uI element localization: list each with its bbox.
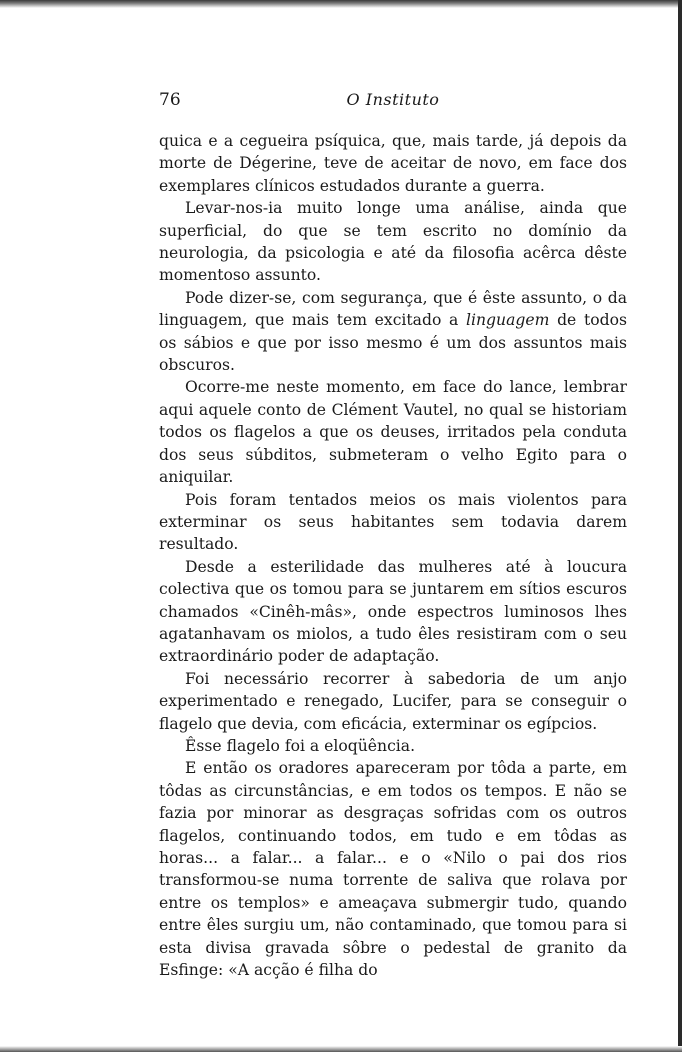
book-page bbox=[159, 90, 627, 981]
paragraph: Ocorre-me neste momento, em face do lance, lembrar aqui aquele conto de Clément Vautel, no qual se historiam todos os flagelos a que os deuses, irritados pela conduta dos seus súbditos, submeteram o velho Egito para o aniquilar. bbox=[159, 378, 627, 487]
scan-right-edge bbox=[678, 0, 682, 1052]
scan-bottom-edge bbox=[0, 1046, 682, 1052]
paragraph: Êsse flagelo foi a eloqüência. bbox=[185, 736, 416, 755]
paragraph: Pois foram tentados meios os mais violentos para exterminar os seus habitantes sem todavia darem resultado. bbox=[159, 490, 627, 554]
paragraph: E então os oradores apareceram por tôda a parte, em tôdas as circunstâncias, e em todos os tempos. E não se fazia por minorar as desgraças sofridas com os outros flagelos, continuando todos, em tudo e em tôdas as horas... a falar... a falar... e o «Nilo o pai dos rios transformou-se numa torrente de saliva que rolava por entre os templos» e ameaçava submergir tudo, quando entre êles surgiu um, não contaminado, que tomou para si esta divisa gravada sôbre o pedestal de granito da Esfinge: «A acção é filha do bbox=[159, 759, 627, 980]
page-number: 76 bbox=[159, 90, 181, 110]
page-header bbox=[159, 90, 627, 116]
paragraph bbox=[159, 287, 627, 377]
body-text bbox=[159, 130, 627, 981]
paragraph: Levar-nos-ia muito longe uma análise, ainda que superficial, do que se tem escrito no domínio da neurologia, da psicologia e até da filosofia acêrca dêste momentoso assunto. bbox=[159, 199, 627, 285]
paragraph-text: de todos os sábios e que por isso mesmo é um dos assuntos mais obscuros. bbox=[159, 311, 627, 375]
emphasized-word: linguagem bbox=[466, 311, 550, 330]
running-title: O Instituto bbox=[346, 90, 440, 109]
scan-top-edge bbox=[0, 0, 682, 8]
paragraph-text: Pode dizer-se, com segurança, que é êste assunto, o da linguagem, que mais tem excitado a bbox=[159, 288, 627, 330]
paragraph: Foi necessário recorrer à sabedoria de um anjo experimentado e renegado, Lucifer, para se conseguir o flagelo que devia, com eficácia, exterminar os egípcios. bbox=[159, 669, 627, 733]
paragraph: Desde a esterilidade das mulheres até à loucura colectiva que os tomou para se juntarem em sítios escuros chamados «Cinêh-mâs», onde espectros luminosos lhes agatanhavam os miolos, a tudo êles resistiram com o seu extraordinário poder de adaptação. bbox=[159, 557, 627, 666]
paragraph: quica e a cegueira psíquica, que, mais tarde, já depois da morte de Dégerine, teve de aceitar de novo, em face dos exemplares clínicos estudados durante a guerra. bbox=[159, 132, 627, 195]
